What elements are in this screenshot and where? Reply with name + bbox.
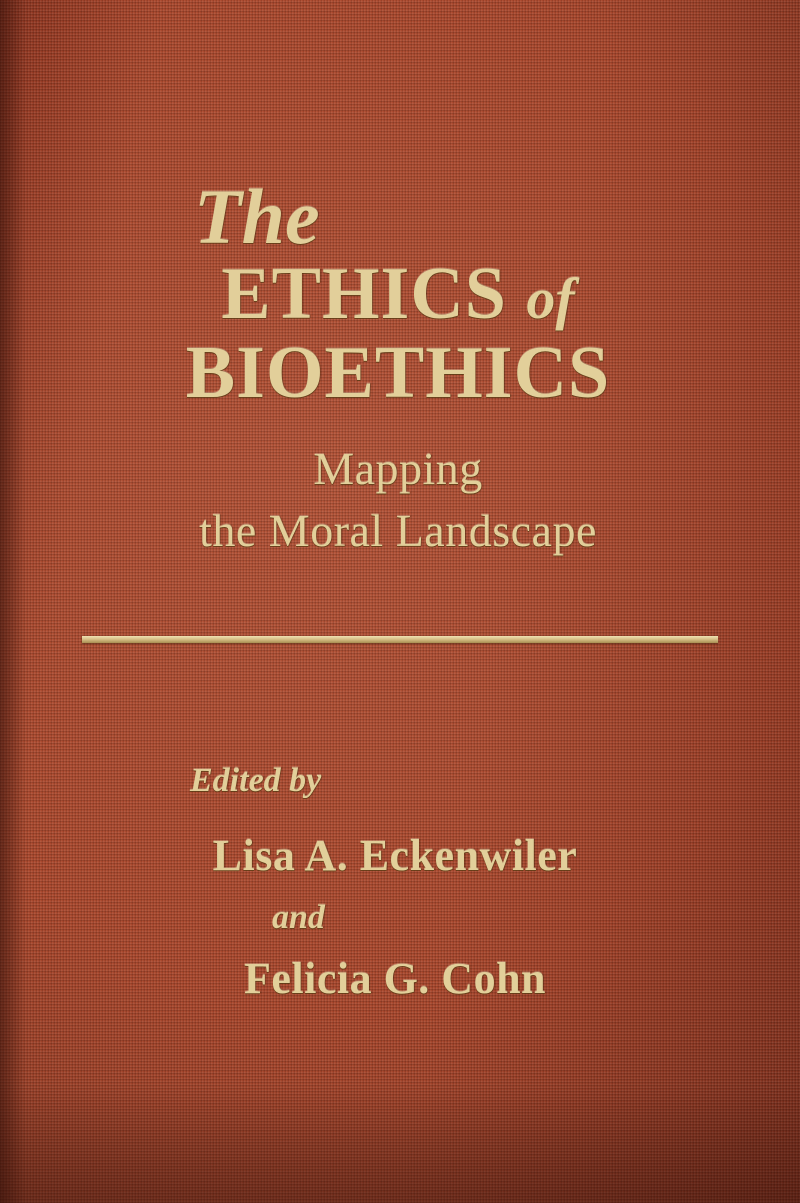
- title-word-of: of: [526, 265, 575, 331]
- title-line-the: The: [194, 173, 320, 260]
- editor-name-secondary: Felicia G. Cohn: [243, 954, 547, 1003]
- subtitle: [18, 440, 778, 559]
- title-line-ethics: [18, 252, 778, 335]
- title-word-ethics: ETHICS: [221, 252, 507, 335]
- title-block: [0, 173, 800, 559]
- editor-name-primary: Lisa A. Eckenwiler: [212, 831, 578, 880]
- title-line-bioethics: BIOETHICS: [185, 332, 611, 415]
- subtitle-line-2: the Moral Landscape: [199, 504, 597, 556]
- edited-by-label: Edited by: [190, 762, 322, 799]
- credits-conjunction: and: [272, 899, 325, 936]
- subtitle-line-1: Mapping: [313, 443, 483, 495]
- credits-block: [0, 762, 800, 1004]
- divider-rule: [82, 636, 718, 643]
